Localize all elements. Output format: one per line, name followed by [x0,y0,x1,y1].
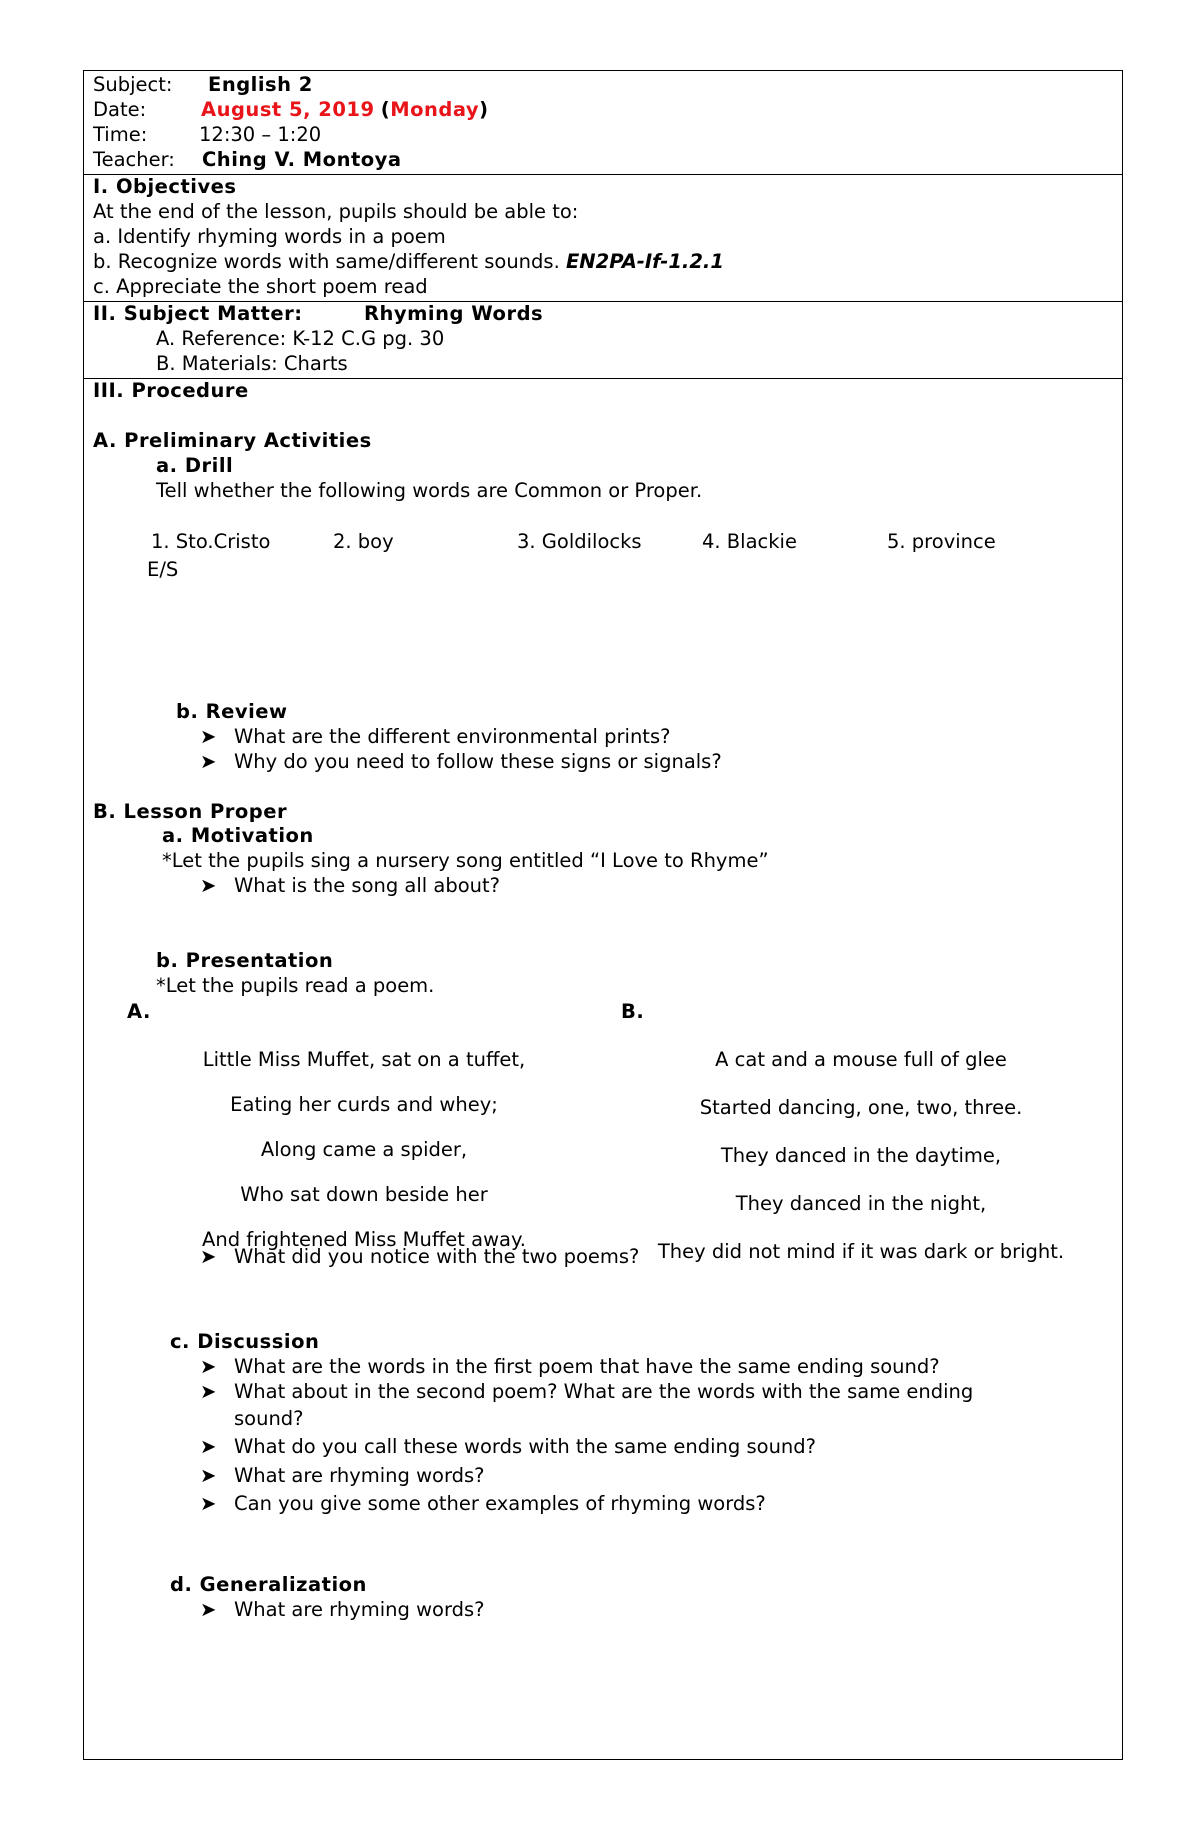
objective-item: a. Identify rhyming words in a poem [93,225,446,248]
date-value: August 5, 2019 [201,98,375,121]
arrow-bullet-icon: ➤ [200,1245,217,1268]
subject-matter-heading: II. Subject Matter: [93,302,303,325]
date-day-open: ( [380,98,391,121]
arrow-bullet-icon: ➤ [200,750,217,773]
list-item: ➤ What are rhyming words? [200,1598,485,1621]
list-item: ➤ What are rhyming words? [200,1464,485,1487]
objectives-heading: I. Objectives [93,175,237,198]
arrow-bullet-icon: ➤ [200,1464,217,1487]
materials-line: B. Materials: Charts [156,352,348,375]
list-item-continuation: sound? [234,1407,304,1430]
presentation-instruction: *Let the pupils read a poem. [156,974,435,997]
arrow-bullet-icon: ➤ [200,1492,217,1515]
poem-line: Little Miss Muffet, sat on a tuffet, [202,1048,526,1071]
preliminary-heading: A. Preliminary Activities [93,429,372,452]
presentation-heading: b. Presentation [156,949,334,972]
discussion-heading: c. Discussion [170,1330,320,1353]
poem-line: Eating her curds and whey; [230,1093,498,1116]
subject-value: English 2 [208,73,313,96]
motivation-instruction: *Let the pupils sing a nursery song entitled “I Love to Rhyme” [162,849,769,872]
header-section [84,71,1122,175]
lesson-plan-document [83,70,1123,1760]
review-heading: b. Review [176,700,288,723]
poem-line: And frightened Miss Muffet away. [202,1228,526,1251]
arrow-bullet-icon: ➤ [200,725,217,748]
objective-item: b. Recognize words with same/different sounds. [93,250,560,273]
poem-a-label: A. [127,1000,151,1023]
reference-line: A. Reference: K-12 C.G pg. 30 [156,327,445,350]
drill-word: 2. boy [333,530,394,553]
drill-word: 3. Goldilocks [517,530,642,553]
procedure-heading: III. Procedure [93,379,249,402]
subject-matter-topic: Rhyming Words [364,302,544,325]
list-item: ➤ Why do you need to follow these signs or signals? [200,750,722,773]
poem-line: They danced in the night, [735,1192,987,1215]
poem-line: A cat and a mouse full of glee [715,1048,1007,1071]
drill-word: 1. Sto.Cristo [151,530,271,553]
objectives-intro: At the end of the lesson, pupils should be able to: [93,200,579,223]
time-value: 12:30 – 1:20 [199,123,322,146]
arrow-bullet-icon: ➤ [200,1355,217,1378]
drill-note: E/S [147,558,179,581]
list-item: ➤ What about in the second poem? What are the words with the same ending [200,1380,974,1403]
list-item: ➤ What do you call these words with the same ending sound? [200,1435,817,1458]
competency-code: EN2PA-If-1.2.1 [565,250,724,273]
drill-instruction: Tell whether the following words are Common or Proper. [156,479,703,502]
arrow-bullet-icon: ➤ [200,1435,217,1458]
list-item: ➤ What is the song all about? [200,874,501,897]
list-item: ➤ What are the words in the first poem that have the same ending sound? [200,1355,940,1378]
date-day: Monday [390,98,480,121]
objectives-section [84,174,1122,302]
objective-item-with-code [93,250,724,273]
poem-line: Started dancing, one, two, three. [699,1096,1023,1119]
motivation-heading: a. Motivation [162,824,314,847]
time-label: Time: [93,123,148,146]
arrow-bullet-icon: ➤ [200,1598,217,1621]
poem-line: They danced in the daytime, [720,1144,1002,1167]
drill-word: 5. province [887,530,996,553]
date-value-group [201,98,489,121]
date-label: Date: [93,98,147,121]
drill-word: 4. Blackie [702,530,797,553]
teacher-value: Ching V. Montoya [202,148,402,171]
subject-matter-section [84,301,1122,379]
poem-line: Along came a spider, [260,1138,468,1161]
generalization-heading: d. Generalization [170,1573,367,1596]
drill-heading: a. Drill [156,454,234,477]
procedure-section [84,378,1122,1758]
teacher-label: Teacher: [93,148,175,171]
poem-b [631,1048,1091,1288]
list-item: ➤ Can you give some other examples of rhyming words? [200,1492,766,1515]
arrow-bullet-icon: ➤ [200,1380,217,1403]
poem-line: Who sat down beside her [240,1183,488,1206]
arrow-bullet-icon: ➤ [200,874,217,897]
lesson-proper-heading: B. Lesson Proper [93,800,288,823]
objective-item: c. Appreciate the short poem read [93,275,428,298]
poem-a [144,1048,584,1273]
poem-b-label: B. [621,1000,645,1023]
poem-line: They did not mind if it was dark or bright. [657,1240,1065,1263]
list-item: ➤ What are the different environmental prints? [200,725,671,748]
date-day-close: ) [479,98,489,121]
list-item: ➤ What did you notice with the two poems? [200,1245,640,1268]
subject-label: Subject: [93,73,173,96]
